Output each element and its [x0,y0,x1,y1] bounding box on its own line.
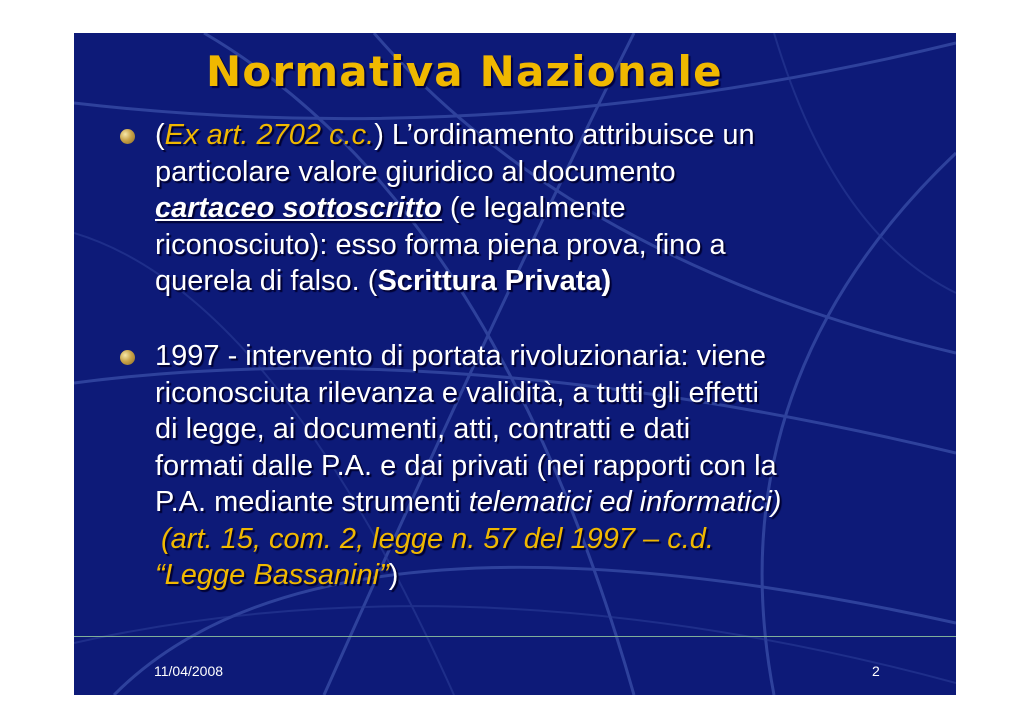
bullet-2-text [155,338,781,594]
bullet-1-line-3 [155,190,755,227]
bullet-2-line-7 [155,557,781,594]
bullet-1-line-5-start: querela di falso. ( [155,265,378,297]
legge-bassanini: “Legge Bassanini” [155,559,389,591]
bullet-2-line-6: (art. 15, com. 2, legge n. 57 del 1997 – c.d. [161,522,714,555]
bullet-1-text [155,117,755,300]
bullet-1-line-5 [155,263,755,300]
bullet-2-line-1: 1997 - intervento di portata rivoluzionaria: viene [155,340,766,372]
emphasis-scrittura: Scrittura Privata) [377,265,612,297]
bullet-2-line-5-start: P.A. mediante strumenti [155,486,469,518]
legal-reference: Ex art. 2702 c.c. [164,119,375,151]
bullet-1-line-3-rest: (e legalmente [441,192,626,224]
bullet-2-line-4: formati dalle P.A. e dai privati (nei rapporti con la [155,449,777,482]
bullet-2-line-3: di legge, ai documenti, atti, contratti e dati [155,413,691,445]
bullet-2-line-2: riconosciuta rilevanza e validità, a tutti gli effetti [155,376,759,409]
emphasis-telematici: telematici ed informatici) [468,486,782,518]
bullet-1-line-1-rest: ) L’ordinamento attribuisce un [374,119,755,151]
paren-open: ( [155,119,165,151]
bullet-marker-2 [120,350,135,365]
bullet-marker-1 [120,129,135,144]
bullet-1-line-1 [155,117,755,154]
slide-title: Normativa Nazionale [206,47,723,96]
footer-divider [74,636,956,637]
bullet-2-line-5 [155,484,781,521]
emphasis-cartaceo: cartaceo sottoscritto [155,192,442,224]
bullet-1-line-2: particolare valore giuridico al documento [155,155,676,188]
page-number: 2 [872,663,880,679]
slide [74,33,956,695]
paren-close: ) [388,559,399,591]
bullet-1-line-4: riconosciuto): esso forma piena prova, fino a [155,228,726,261]
footer-date: 11/04/2008 [154,663,224,679]
